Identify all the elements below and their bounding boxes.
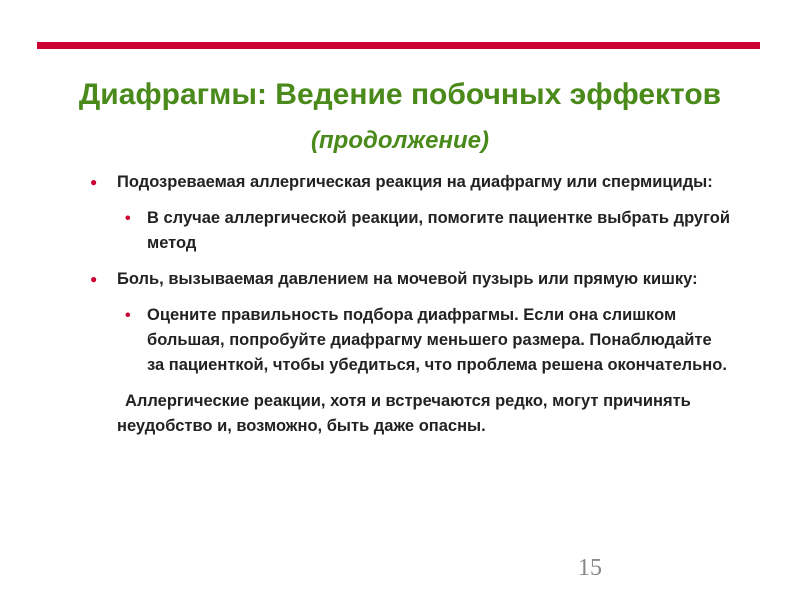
slide-title-text: Диафрагмы: Ведение побочных эффектов [78, 78, 722, 111]
sub-bullet-text: Оцените правильность подбора диафрагмы. Если она слишком большая, попробуйте диафрагму меньшего размера. Понаблюдайте за пациенткой, чтобы убедиться, что проблема решена окончательно. [147, 306, 727, 374]
closing-note: Аллергические реакции, хотя и встречаются редко, могут причинять неудобство и, возможно, быть даже опасны. [117, 392, 691, 435]
slide-content [90, 170, 730, 439]
bullet-icon: • [125, 210, 131, 227]
bullet-text: Боль, вызываемая давлением на мочевой пузырь или прямую кишку: [117, 270, 698, 288]
slide-title [40, 73, 760, 163]
bullet-item-pain [90, 267, 730, 292]
top-divider [37, 42, 760, 49]
page-number: 15 [578, 555, 602, 581]
sub-bullet-text: В случае аллергической реакции, помогите пациентке выбрать другой метод [147, 209, 730, 252]
bullet-icon: ● [90, 175, 98, 189]
bullet-text: Подозреваемая аллергическая реакция на диафрагму или спермициды: [117, 173, 713, 191]
bullet-icon: ● [90, 272, 98, 286]
bullet-item-allergy [90, 170, 730, 195]
sub-bullet-item-pain [125, 303, 730, 378]
slide-subtitle: (продолжение) [311, 127, 489, 154]
sub-bullet-item-allergy [125, 206, 730, 256]
bullet-icon: • [125, 307, 131, 324]
